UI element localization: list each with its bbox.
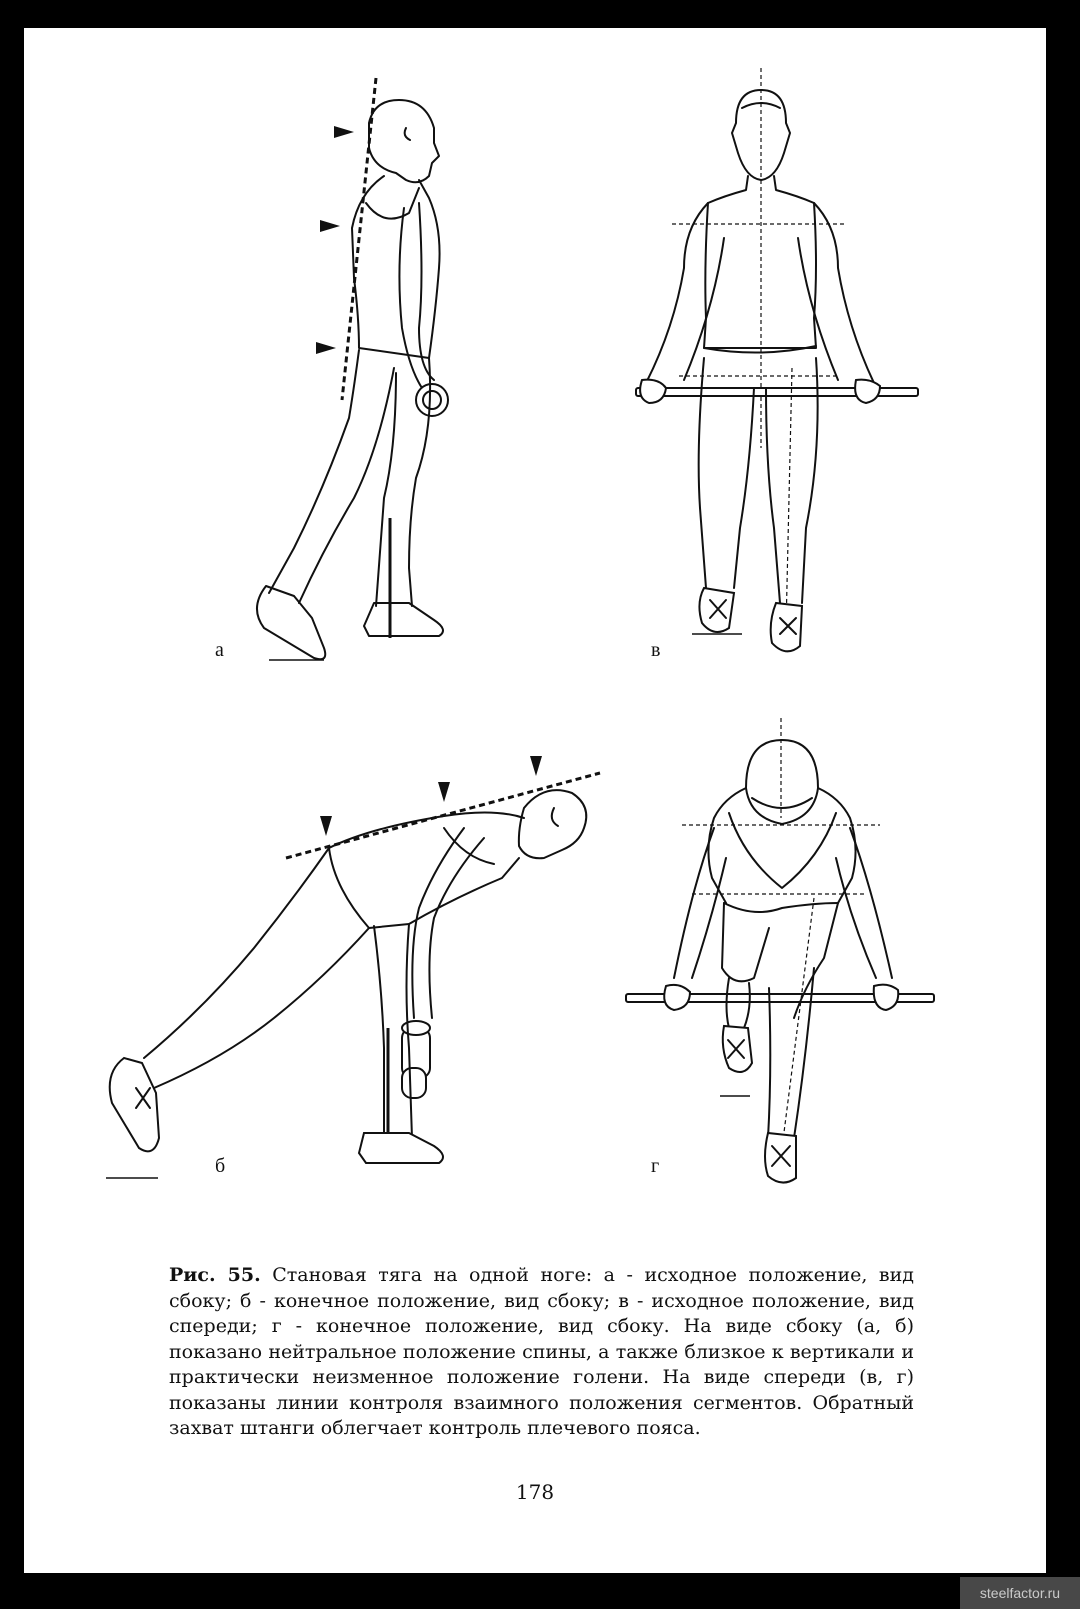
sub-label-b: б [215, 1155, 226, 1177]
figure-g-front-end [626, 718, 934, 1183]
sub-label-g: г [651, 1155, 660, 1177]
figure-a-side-start [257, 78, 448, 660]
watermark: steelfactor.ru [960, 1577, 1080, 1609]
figure-number: Рис. 55. [169, 1264, 261, 1286]
caption-text: Становая тяга на одной ноге: а - исходное положение, вид сбоку; б - конечное положение, вид сбоку; в - исходное положение, вид спереди; г - конечное положение, вид сбоку. На виде сбоку (а, б) показано нейтральное положение спины, а также близкое к вертикали и практически неизменное положение голени. На виде спереди (в, г) показаны линии контроля взаимного положения сегментов. Обратный захват штанги облегчает контроль плечевого пояса. [169, 1264, 914, 1439]
page-number: 178 [515, 1480, 555, 1504]
figure-v-front-start [636, 68, 918, 651]
book-page [24, 28, 1046, 1573]
sub-label-a: а [215, 639, 224, 661]
deadlift-illustration [24, 28, 1046, 1228]
sub-label-v: в [651, 639, 661, 661]
figure-b-side-end [106, 756, 600, 1178]
figure-caption [169, 1263, 914, 1442]
